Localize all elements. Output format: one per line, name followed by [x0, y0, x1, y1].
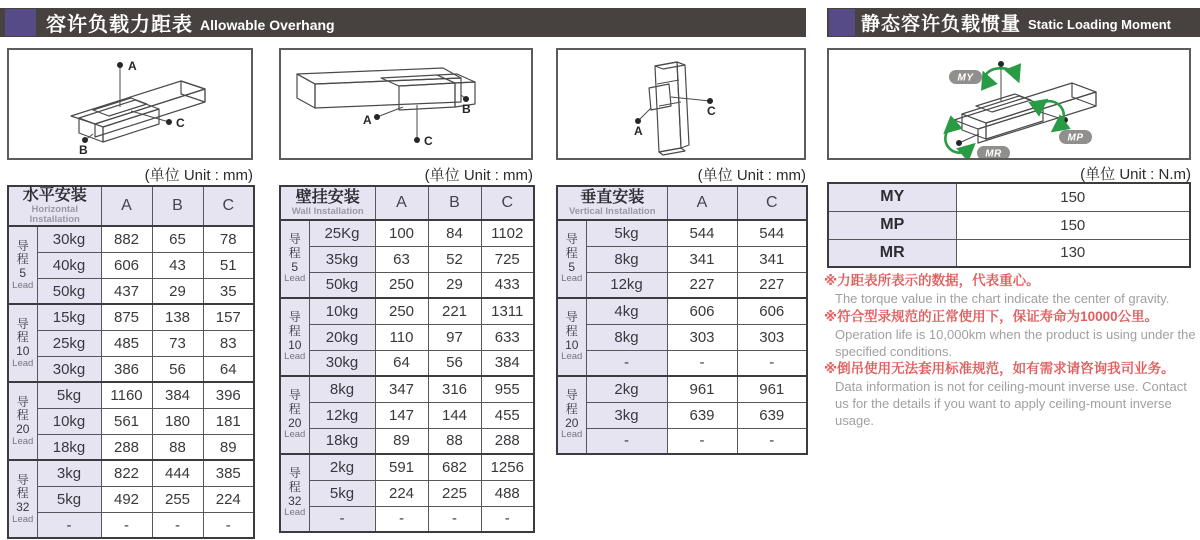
- value-cell: 88: [152, 434, 203, 460]
- weight-cell: 10kg: [37, 408, 101, 434]
- note-text-zh: ※倒吊使用无法套用标准规范，如有需求请咨询我司业务。: [824, 361, 1175, 377]
- value-cell: 1256: [481, 454, 534, 480]
- value-cell: 225: [428, 480, 481, 506]
- value-cell: 1160: [101, 382, 152, 408]
- unit-label-nm: (单位 Unit : N.m): [1080, 166, 1191, 183]
- lead-line: 20: [565, 415, 579, 430]
- table-body: [280, 220, 534, 532]
- lead-line: 程: [565, 401, 578, 416]
- static-moment-table: [827, 182, 1191, 268]
- lead-line: 程: [565, 323, 578, 338]
- weight-cell: 5kg: [37, 486, 101, 512]
- mr-badge-label: MR: [985, 148, 1002, 158]
- value-cell: -: [428, 506, 481, 532]
- note-text-zh: ※符合型录规范的正常使用下，保证寿命为10000公里。: [824, 308, 1159, 324]
- table-row: [8, 460, 254, 486]
- lead-line: 程: [288, 245, 301, 260]
- lead-line: 32: [16, 500, 30, 515]
- lead-line: Lead: [284, 273, 306, 285]
- lead-line: 20: [288, 415, 302, 430]
- weight-cell: -: [309, 506, 375, 532]
- weight-cell: -: [37, 512, 101, 538]
- weight-cell: 25kg: [37, 330, 101, 356]
- value-cell: 35: [203, 278, 254, 304]
- value-cell: 29: [428, 272, 481, 298]
- value-cell: 224: [203, 486, 254, 512]
- table-row: [8, 330, 254, 356]
- value-cell: 144: [428, 402, 481, 428]
- value-cell: 52: [428, 246, 481, 272]
- value-cell: 822: [101, 460, 152, 486]
- value-cell: 488: [481, 480, 534, 506]
- value-cell: 485: [101, 330, 152, 356]
- lead-line: Lead: [561, 273, 583, 285]
- lead-line: 导: [16, 238, 29, 253]
- table-title-zh: 垂直安装: [580, 188, 645, 206]
- table-row: [280, 272, 534, 298]
- value-cell: 100: [375, 220, 428, 246]
- table-row: [280, 480, 534, 506]
- weight-cell: 4kg: [586, 298, 667, 324]
- table-row: [557, 402, 807, 428]
- table-row: [280, 350, 534, 376]
- unit-label-mm: (单位 Unit : mm): [697, 167, 806, 184]
- horizontal-actuator-drawing: [9, 50, 251, 158]
- static-moment-table-body: [828, 183, 1190, 267]
- value-cell: 221: [428, 298, 481, 324]
- mr-axis-dot: [956, 140, 962, 146]
- lead-cell: [8, 226, 37, 304]
- lead-line: 导: [288, 388, 301, 403]
- value-cell: 138: [152, 304, 203, 330]
- value-cell: 544: [667, 220, 737, 246]
- lead-line: 10: [288, 337, 302, 352]
- value-cell: 396: [203, 382, 254, 408]
- point-a-dot: [374, 114, 380, 120]
- lead-line: 程: [288, 323, 301, 338]
- lead-line: Lead: [12, 513, 34, 525]
- diagram-wall-installation: [279, 48, 533, 160]
- lead-cell: [8, 382, 37, 460]
- value-cell: 51: [203, 252, 254, 278]
- column-header: C: [203, 186, 254, 226]
- note-item: [824, 360, 1200, 430]
- diagram-vertical-installation: [556, 48, 806, 160]
- section-title-en: Static Loading Moment: [1028, 17, 1172, 32]
- value-cell: 303: [667, 324, 737, 350]
- weight-cell: -: [586, 350, 667, 376]
- wall-installation-table: [279, 185, 535, 533]
- value-cell: 606: [667, 298, 737, 324]
- table-row: [8, 356, 254, 382]
- value-cell: 250: [375, 298, 428, 324]
- unit-label-mm: (单位 Unit : mm): [424, 167, 533, 184]
- note-item: [824, 272, 1200, 308]
- weight-cell: 35kg: [309, 246, 375, 272]
- weight-cell: 3kg: [37, 460, 101, 486]
- weight-cell: 8kg: [586, 246, 667, 272]
- moment-actuator-drawing: [829, 50, 1189, 158]
- value-cell: 386: [101, 356, 152, 382]
- wall-actuator-drawing: [281, 50, 531, 158]
- lead-line: 程: [565, 245, 578, 260]
- table-header-row: [557, 186, 807, 220]
- column-header: B: [428, 186, 481, 220]
- table-row: [8, 252, 254, 278]
- moment-value: 150: [956, 211, 1190, 239]
- value-cell: -: [101, 512, 152, 538]
- column-header: A: [375, 186, 428, 220]
- weight-cell: 50kg: [309, 272, 375, 298]
- value-cell: 561: [101, 408, 152, 434]
- value-cell: 882: [101, 226, 152, 252]
- table-row: [280, 506, 534, 532]
- weight-cell: 2kg: [586, 376, 667, 402]
- lead-cell: [280, 376, 309, 454]
- lead-line: 导: [288, 310, 301, 325]
- lead-line: 导: [16, 472, 29, 487]
- section-title-en: Allowable Overhang: [200, 16, 335, 33]
- value-cell: 433: [481, 272, 534, 298]
- value-cell: -: [667, 350, 737, 376]
- table-row: [280, 376, 534, 402]
- diagram-horizontal-installation: [7, 48, 253, 160]
- lead-cell: [8, 304, 37, 382]
- lead-line: 导: [565, 232, 578, 247]
- table-title: [8, 186, 101, 226]
- point-b-label: B: [462, 102, 471, 116]
- lead-line: 导: [565, 388, 578, 403]
- notes: [824, 272, 1200, 430]
- table-row: [8, 278, 254, 304]
- table-head: [280, 186, 534, 220]
- table-title-zh: 水平安装: [22, 187, 87, 204]
- value-cell: 341: [667, 246, 737, 272]
- moment-value: 130: [956, 239, 1190, 267]
- section-header-static-moment: [827, 8, 1200, 37]
- table-row: [557, 350, 807, 376]
- weight-cell: 20kg: [309, 324, 375, 350]
- value-cell: 147: [375, 402, 428, 428]
- value-cell: 64: [203, 356, 254, 382]
- value-cell: 88: [428, 428, 481, 454]
- lead-line: Lead: [284, 351, 306, 363]
- table-row: [8, 304, 254, 330]
- diagram-static-moment: [827, 48, 1191, 160]
- moment-label: MP: [828, 211, 956, 239]
- mp-badge-label: MP: [1067, 132, 1084, 144]
- value-cell: 224: [375, 480, 428, 506]
- accent-square: [829, 9, 855, 36]
- section-title-zh: 静态容许负载惯量: [861, 14, 1022, 35]
- weight-cell: 2kg: [309, 454, 375, 480]
- lead-line: 程: [288, 479, 301, 494]
- weight-cell: 15kg: [37, 304, 101, 330]
- lead-line: 5: [568, 259, 576, 274]
- lead-line: Lead: [561, 351, 583, 363]
- lead-cell: [280, 454, 309, 532]
- lead-line: Lead: [12, 435, 34, 447]
- table-row: [280, 428, 534, 454]
- weight-cell: 5kg: [37, 382, 101, 408]
- value-cell: 180: [152, 408, 203, 434]
- point-c-label: C: [707, 104, 716, 118]
- section-title-zh: 容许负载力距表: [46, 14, 193, 36]
- value-cell: 544: [737, 220, 807, 246]
- value-cell: 437: [101, 278, 152, 304]
- table-title-en: Horizontal Installation: [29, 203, 80, 226]
- weight-cell: 50kg: [37, 278, 101, 304]
- value-cell: 288: [101, 434, 152, 460]
- table-header-row: [8, 186, 254, 226]
- weight-cell: 3kg: [586, 402, 667, 428]
- horizontal-installation-table: [7, 185, 255, 539]
- lead-line: 程: [16, 330, 29, 345]
- weight-cell: 30kg: [37, 356, 101, 382]
- lead-cell: [557, 376, 586, 454]
- table-row: [557, 220, 807, 246]
- value-cell: 725: [481, 246, 534, 272]
- table-title-en: Vertical Installation: [568, 205, 656, 217]
- table-header-row: [280, 186, 534, 220]
- table-head: [557, 186, 807, 220]
- value-cell: 56: [428, 350, 481, 376]
- table-row: [8, 382, 254, 408]
- weight-cell: -: [586, 428, 667, 454]
- lead-cell: [8, 460, 37, 538]
- table-body: [8, 226, 254, 538]
- weight-cell: 12kg: [309, 402, 375, 428]
- value-cell: 84: [428, 220, 481, 246]
- my-axis-dot: [998, 61, 1004, 67]
- lead-line: 导: [16, 394, 29, 409]
- table-row: [280, 298, 534, 324]
- value-cell: 1102: [481, 220, 534, 246]
- note-text-en: The torque value in the chart indicate the center of gravity.: [835, 290, 1170, 306]
- weight-cell: 8kg: [309, 376, 375, 402]
- value-cell: 639: [667, 402, 737, 428]
- weight-cell: 12kg: [586, 272, 667, 298]
- value-cell: 227: [737, 272, 807, 298]
- table-row: [280, 324, 534, 350]
- section-header-allowable-overhang: [0, 8, 806, 37]
- weight-cell: 25Kg: [309, 220, 375, 246]
- lead-cell: [557, 220, 586, 298]
- value-cell: 385: [203, 460, 254, 486]
- lead-line: 5: [291, 259, 299, 274]
- lead-line: 导: [288, 232, 301, 247]
- table-row: [557, 298, 807, 324]
- column-header: A: [101, 186, 152, 226]
- value-cell: 606: [101, 252, 152, 278]
- table-row: [8, 408, 254, 434]
- vertical-installation-table: [556, 185, 808, 455]
- table-title-zh: 壁挂安装: [295, 188, 360, 206]
- table-title: [557, 186, 667, 220]
- table-row: [557, 376, 807, 402]
- point-b-label: B: [79, 143, 88, 157]
- lead-cell: [280, 220, 309, 298]
- weight-cell: 5kg: [309, 480, 375, 506]
- table-row: [8, 512, 254, 538]
- moment-label: MR: [828, 239, 956, 267]
- lead-line: 20: [16, 422, 30, 437]
- weight-cell: 30kg: [309, 350, 375, 376]
- lead-line: 程: [16, 252, 29, 267]
- value-cell: 303: [737, 324, 807, 350]
- value-cell: 157: [203, 304, 254, 330]
- value-cell: 961: [667, 376, 737, 402]
- lead-line: 导: [565, 310, 578, 325]
- value-cell: -: [737, 350, 807, 376]
- value-cell: 288: [481, 428, 534, 454]
- value-cell: 606: [737, 298, 807, 324]
- value-cell: 591: [375, 454, 428, 480]
- value-cell: 341: [737, 246, 807, 272]
- value-cell: -: [481, 506, 534, 532]
- table-row: [280, 454, 534, 480]
- value-cell: 316: [428, 376, 481, 402]
- weight-cell: 10kg: [309, 298, 375, 324]
- value-cell: 384: [481, 350, 534, 376]
- weight-cell: 18kg: [37, 434, 101, 460]
- note-item: [824, 308, 1200, 361]
- lead-line: Lead: [284, 429, 306, 441]
- lead-cell: [280, 298, 309, 376]
- note-text-en: Data information is not for ceiling-mount inverse use. Contact us for the details if you want to apply ceiling-mount inverse usage.: [835, 379, 1187, 429]
- value-cell: -: [375, 506, 428, 532]
- value-cell: 633: [481, 324, 534, 350]
- table-row: [557, 324, 807, 350]
- point-a-label: A: [128, 59, 137, 73]
- column-header: C: [481, 186, 534, 220]
- value-cell: 639: [737, 402, 807, 428]
- value-cell: 73: [152, 330, 203, 356]
- my-badge-label: MY: [957, 72, 974, 84]
- moment-row: [828, 239, 1190, 267]
- value-cell: 444: [152, 460, 203, 486]
- value-cell: 43: [152, 252, 203, 278]
- value-cell: 181: [203, 408, 254, 434]
- value-cell: -: [152, 512, 203, 538]
- lead-line: Lead: [561, 429, 583, 441]
- lead-line: 程: [16, 486, 29, 501]
- value-cell: 250: [375, 272, 428, 298]
- value-cell: 89: [203, 434, 254, 460]
- weight-cell: 8kg: [586, 324, 667, 350]
- moment-row: [828, 183, 1190, 211]
- value-cell: 492: [101, 486, 152, 512]
- value-cell: -: [737, 428, 807, 454]
- lead-line: 程: [16, 408, 29, 423]
- lead-line: 5: [19, 266, 27, 281]
- moment-label: MY: [828, 183, 956, 211]
- weight-cell: 18kg: [309, 428, 375, 454]
- table-head: [8, 186, 254, 226]
- value-cell: -: [667, 428, 737, 454]
- moment-value: 150: [956, 183, 1190, 211]
- moment-row: [828, 211, 1190, 239]
- lead-line: 10: [565, 337, 579, 352]
- table-row: [8, 226, 254, 252]
- value-cell: 255: [152, 486, 203, 512]
- value-cell: 227: [667, 272, 737, 298]
- accent-square: [5, 9, 36, 36]
- lead-line: Lead: [284, 507, 306, 519]
- lead-line: 导: [288, 466, 301, 481]
- value-cell: 347: [375, 376, 428, 402]
- value-cell: 110: [375, 324, 428, 350]
- table-title: [280, 186, 375, 220]
- vertical-actuator-drawing: [558, 50, 804, 158]
- weight-cell: 5kg: [586, 220, 667, 246]
- lead-line: 32: [288, 493, 302, 508]
- point-c-dot: [414, 137, 420, 143]
- unit-label-mm: (单位 Unit : mm): [144, 167, 253, 184]
- table-row: [557, 428, 807, 454]
- table-row: [557, 246, 807, 272]
- lead-line: Lead: [12, 279, 34, 291]
- note-text-en: Operation life is 10,000km when the product is using under the specified conditions.: [835, 326, 1196, 359]
- table-title-en: Wall Installation: [291, 205, 364, 217]
- point-a-label: A: [634, 124, 643, 138]
- value-cell: 682: [428, 454, 481, 480]
- value-cell: 29: [152, 278, 203, 304]
- lead-line: Lead: [12, 357, 34, 369]
- value-cell: 65: [152, 226, 203, 252]
- weight-cell: 30kg: [37, 226, 101, 252]
- value-cell: 83: [203, 330, 254, 356]
- value-cell: 56: [152, 356, 203, 382]
- value-cell: 97: [428, 324, 481, 350]
- lead-line: 10: [16, 344, 30, 359]
- table-body: [557, 220, 807, 454]
- note-text-zh: ※力距表所表示的数据，代表重心。: [824, 273, 1040, 288]
- value-cell: -: [203, 512, 254, 538]
- lead-cell: [557, 298, 586, 376]
- point-c-label: C: [424, 134, 433, 148]
- value-cell: 955: [481, 376, 534, 402]
- value-cell: 875: [101, 304, 152, 330]
- table-row: [280, 246, 534, 272]
- point-c-dot: [166, 119, 172, 125]
- value-cell: 78: [203, 226, 254, 252]
- table-row: [8, 434, 254, 460]
- weight-cell: 40kg: [37, 252, 101, 278]
- value-cell: 455: [481, 402, 534, 428]
- lead-line: 导: [16, 316, 29, 331]
- table-row: [557, 272, 807, 298]
- column-header: B: [152, 186, 203, 226]
- column-header: C: [737, 186, 807, 220]
- value-cell: 384: [152, 382, 203, 408]
- point-c-label: C: [176, 116, 185, 130]
- point-a-dot: [117, 62, 123, 68]
- point-a-label: A: [363, 113, 372, 127]
- value-cell: 89: [375, 428, 428, 454]
- value-cell: 63: [375, 246, 428, 272]
- value-cell: 64: [375, 350, 428, 376]
- table-row: [280, 220, 534, 246]
- value-cell: 1311: [481, 298, 534, 324]
- lead-line: 程: [288, 401, 301, 416]
- column-header: A: [667, 186, 737, 220]
- table-row: [8, 486, 254, 512]
- value-cell: 961: [737, 376, 807, 402]
- table-row: [280, 402, 534, 428]
